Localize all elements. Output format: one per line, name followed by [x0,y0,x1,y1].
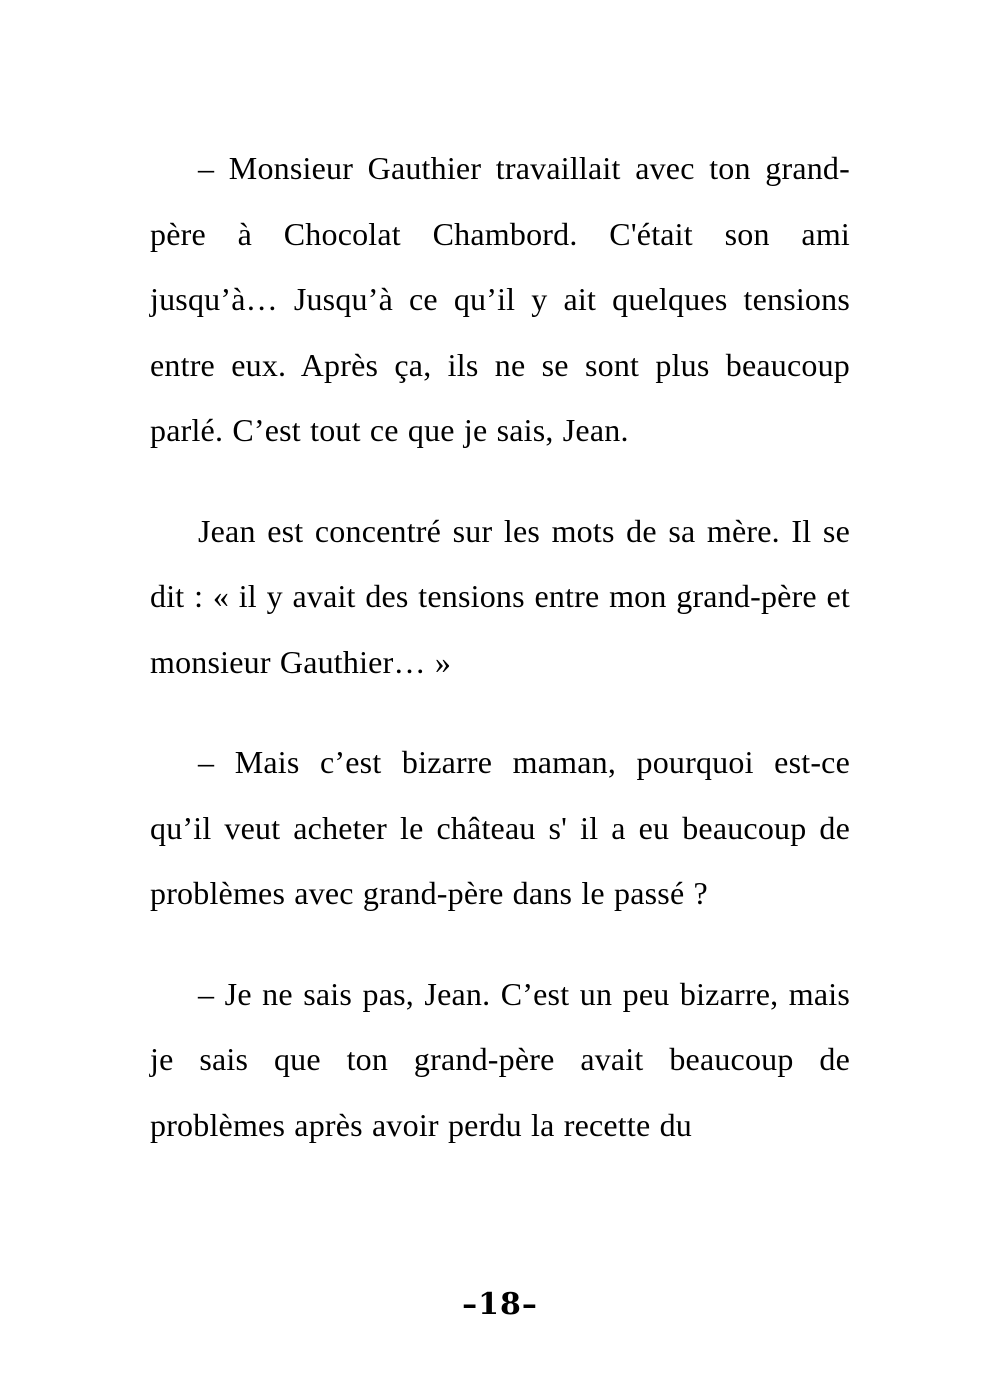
paragraph-dialogue-jean: – Mais c’est bizarre maman, pourquoi est-ce qu’il veut acheter le château s' il a eu beaucoup de problèmes avec grand-père dans le passé ? [150,744,850,911]
page-number: –18– [462,1287,538,1322]
paragraph-dialogue-mother-1: – Monsieur Gauthier travaillait avec ton grand-père à Chocolat Chambord. C'était son ami jusqu’à… Jusqu’à ce qu’il y ait quelques tensions entre eux. Après ça, ils ne se sont plus beaucoup parlé. C’est tout ce que je sais, Jean. [150,150,850,448]
paragraph-dialogue-mother-2: – Je ne sais pas, Jean. C’est un peu bizarre, mais je sais que ton grand-père avait beaucoup de problèmes après avoir perdu la recette du [150,975,850,1143]
paragraph-narration-jean: Jean est concentré sur les mots de sa mère. Il se dit : « il y avait des tensions entre mon grand-père et monsieur Gauthier… » [150,512,850,680]
text-block [150,136,850,1158]
